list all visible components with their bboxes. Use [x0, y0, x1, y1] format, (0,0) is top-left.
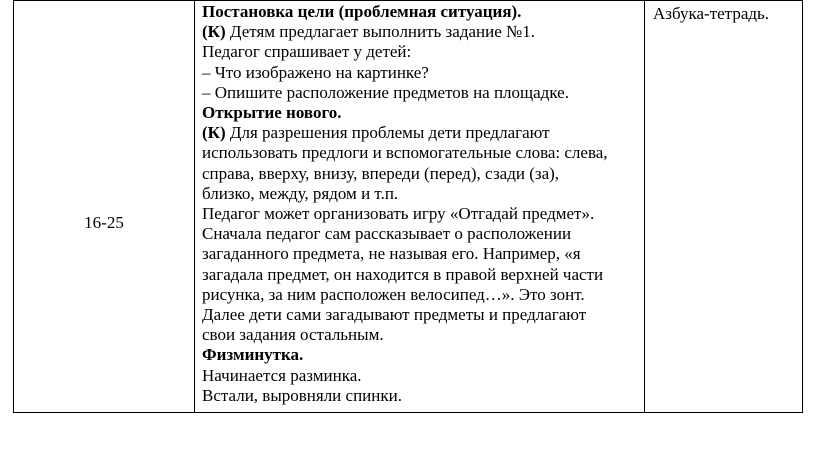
discovery-line-2: использовать предлоги и вспомогательные слова: слева, — [202, 143, 608, 163]
game-line-2: Сначала педагог сам рассказывает о расположении — [202, 224, 572, 244]
break-line-2: Встали, выровняли спинки. — [202, 385, 402, 405]
time-cell — [14, 1, 195, 413]
lesson-plan-table — [13, 0, 803, 413]
game-line-5: рисунка, за ним расположен велосипед…». Это зонт. — [202, 284, 585, 304]
goal-line-3: – Что изображено на картинке? — [202, 62, 429, 82]
goal-heading: Постановка цели (проблемная ситуация). — [202, 2, 522, 21]
game-line-1: Педагог может организовать игру «Отгадай предмет». — [202, 204, 595, 224]
discovery-line-1 — [202, 123, 644, 143]
game-line-7: свои задания остальным. — [202, 325, 384, 345]
discovery-line-4: близко, между, рядом и т.п. — [202, 183, 399, 203]
resources-cell — [645, 1, 803, 413]
break-heading: Физминутка. — [202, 345, 304, 365]
discovery-heading: Открытие нового. — [202, 103, 342, 123]
discovery-marker: (К) — [202, 123, 226, 143]
goal-marker: (К) — [202, 22, 226, 42]
game-line-4: загадала предмет, он находится в правой верхней части — [202, 264, 604, 284]
goal-line-2: Педагог спрашивает у детей: — [202, 42, 412, 62]
lesson-content — [195, 1, 644, 406]
goal-line-4: – Опишите расположение предметов на площадке. — [202, 82, 569, 102]
game-line-3: загаданного предмета, не называя его. Например, «я — [202, 244, 581, 264]
break-line-1: Начинается разминка. — [202, 365, 362, 385]
discovery-line-1-text: Для разрешения проблемы дети предлагают — [225, 123, 550, 143]
goal-line-1 — [202, 22, 644, 42]
discovery-line-3: справа, вверху, внизу, впереди (перед), сзади (за), — [202, 163, 560, 183]
resources-text: Азбука-тетрадь. — [653, 4, 770, 23]
game-line-6: Далее дети сами загадывают предметы и предлагают — [202, 305, 587, 325]
goal-line-1-text: Детям предлагает выполнить задание №1. — [225, 22, 535, 42]
time-range: 16-25 — [84, 212, 124, 232]
table-row — [14, 1, 803, 413]
content-cell — [195, 1, 645, 413]
